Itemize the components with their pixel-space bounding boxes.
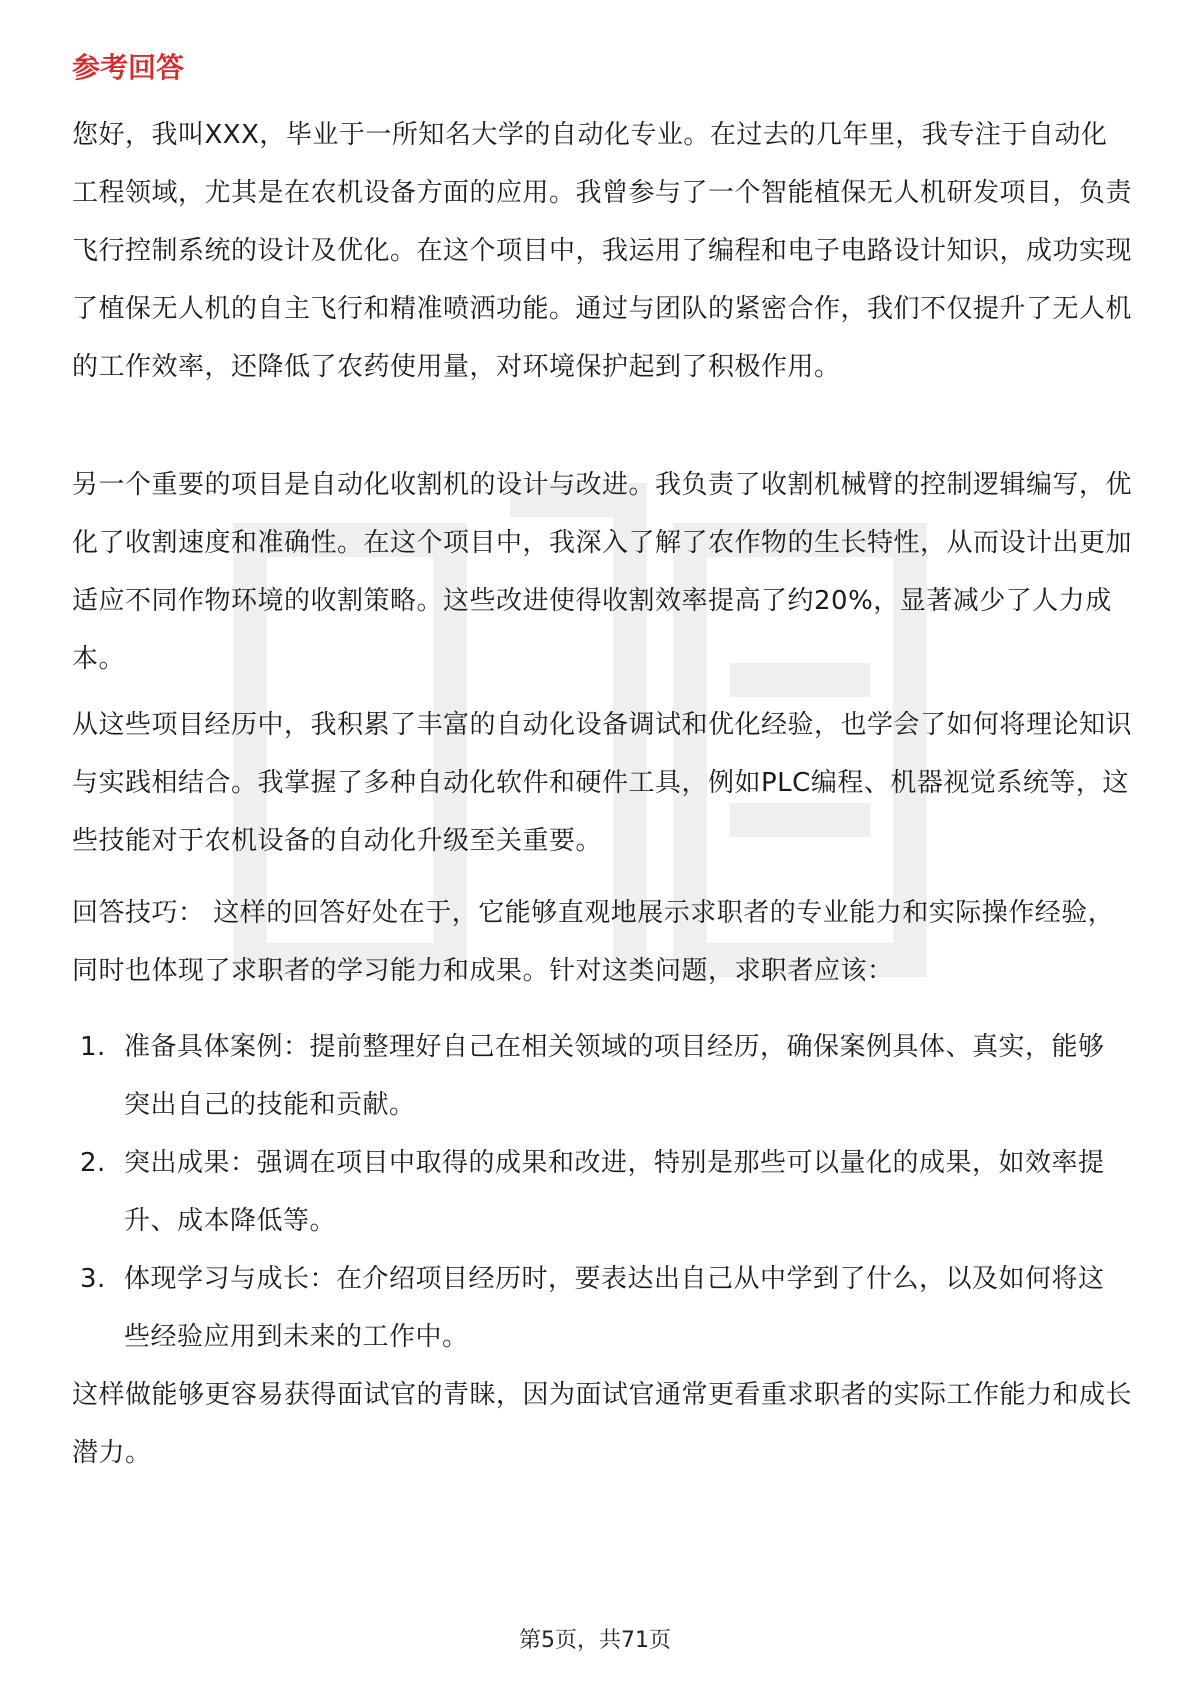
paragraph-intro: 您好，我叫XXX，毕业于一所知名大学的自动化专业。在过去的几年里，我专注于自动化工程领域，尤其是在农机设备方面的应用。我曾参与了一个智能植保无人机研发项目，负责飞行控制系统的设计及优化。在这个项目中，我运用了编程和电子电路设计知识，成功实现了植保无人机的自主飞行和精准喷洒功能。通过与团队的紧密合作，我们不仅提升了无人机的工作效率，还降低了农药使用量，对环境保护起到了积极作用。 — [72, 120, 1133, 382]
list-item-number: 3. — [80, 1264, 106, 1294]
list-item — [80, 1250, 1120, 1366]
list-item — [80, 1134, 1120, 1250]
list-item — [80, 1018, 1120, 1134]
list-item-text: 体现学习与成长：在介绍项目经历时，要表达出自己从中学到了什么，以及如何将这些经验应用到未来的工作中。 — [124, 1264, 1105, 1352]
tips-list — [80, 1018, 1120, 1366]
paragraph-project-2: 另一个重要的项目是自动化收割机的设计与改进。我负责了收割机械臂的控制逻辑编写，优化了收割速度和准确性。在这个项目中，我深入了解了农作物的生长特性，从而设计出更加适应不同作物环境的收割策略。这些改进使得收割效率提高了约20%，显著减少了人力成本。 — [72, 470, 1133, 674]
list-item-number: 1. — [80, 1032, 106, 1062]
list-item-number: 2. — [80, 1148, 106, 1178]
page-number: 第5页，共71页 — [519, 1628, 671, 1653]
paragraph-closing: 这样做能够更容易获得面试官的青睐，因为面试官通常更看重求职者的实际工作能力和成长潜力。 — [72, 1380, 1133, 1468]
list-item-text: 突出成果：强调在项目中取得的成果和改进，特别是那些可以量化的成果，如效率提升、成本降低等。 — [124, 1148, 1105, 1236]
section-heading: 参考回答 — [72, 51, 185, 84]
list-item-text: 准备具体案例：提前整理好自己在相关领域的项目经历，确保案例具体、真实，能够突出自己的技能和贡献。 — [124, 1032, 1105, 1120]
paragraph-experience: 从这些项目经历中，我积累了丰富的自动化设备调试和优化经验，也学会了如何将理论知识与实践相结合。我掌握了多种自动化软件和硬件工具，例如PLC编程、机器视觉系统等，这些技能对于农机设备的自动化升级至关重要。 — [72, 710, 1133, 856]
paragraph-tips-intro: 回答技巧： 这样的回答好处在于，它能够直观地展示求职者的专业能力和实际操作经验，同时也体现了求职者的学习能力和成果。针对这类问题，求职者应该： — [72, 898, 1115, 986]
